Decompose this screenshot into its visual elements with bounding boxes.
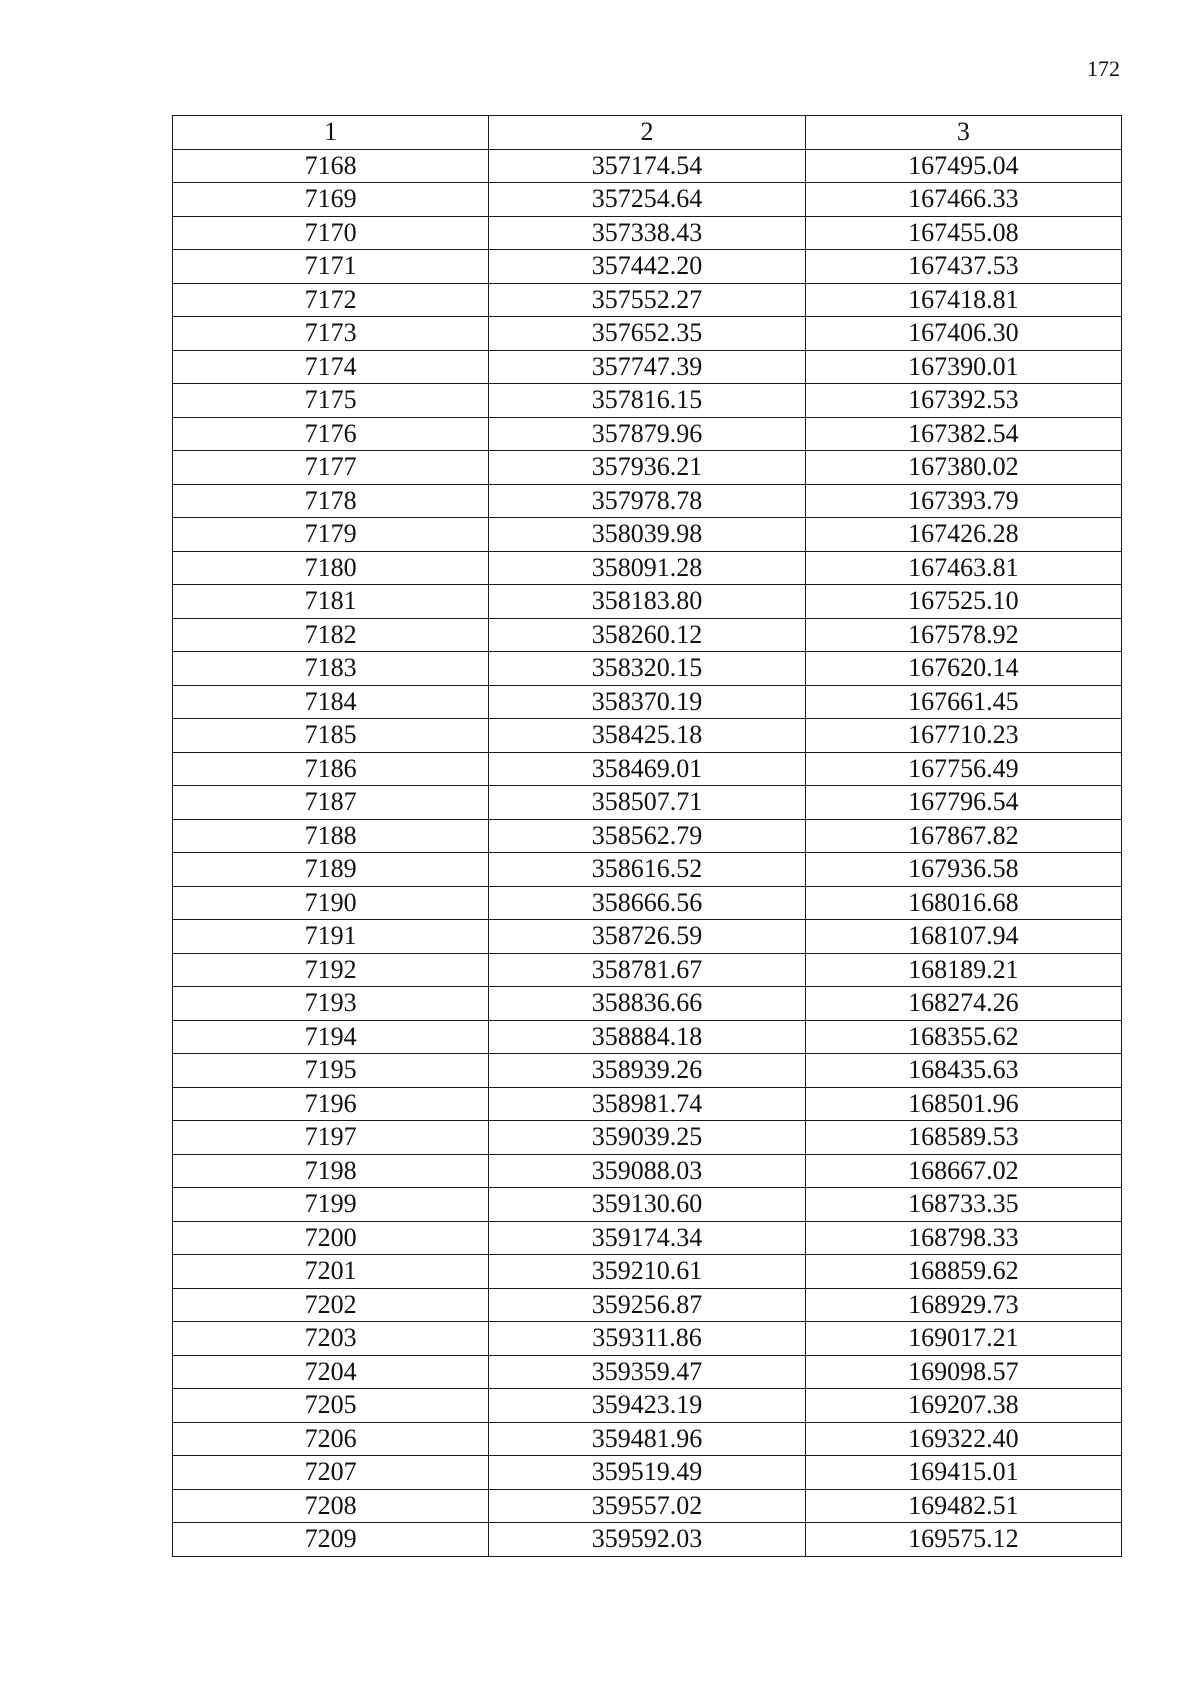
table-row <box>173 1288 1122 1322</box>
coordinates-table <box>172 115 1122 1557</box>
table-cell: 167756.49 <box>805 752 1121 786</box>
table-cell: 7205 <box>173 1389 489 1423</box>
table-cell: 357254.64 <box>489 183 805 217</box>
table-cell: 357747.39 <box>489 350 805 384</box>
table-cell: 358507.71 <box>489 786 805 820</box>
table-cell: 7186 <box>173 752 489 786</box>
table-row <box>173 283 1122 317</box>
table-cell: 7204 <box>173 1355 489 1389</box>
table-row <box>173 183 1122 217</box>
column-header: 1 <box>173 116 489 150</box>
table-cell: 167578.92 <box>805 618 1121 652</box>
table-cell: 167393.79 <box>805 484 1121 518</box>
table-cell: 7182 <box>173 618 489 652</box>
table-cell: 168274.26 <box>805 987 1121 1021</box>
table-cell: 169322.40 <box>805 1422 1121 1456</box>
table-row <box>173 618 1122 652</box>
table-cell: 167661.45 <box>805 685 1121 719</box>
table-cell: 7178 <box>173 484 489 518</box>
table-cell: 359557.02 <box>489 1489 805 1523</box>
table-cell: 7173 <box>173 317 489 351</box>
table-cell: 358039.98 <box>489 518 805 552</box>
table-row <box>173 518 1122 552</box>
table-cell: 7183 <box>173 652 489 686</box>
table-cell: 357816.15 <box>489 384 805 418</box>
table-row <box>173 484 1122 518</box>
table-row <box>173 752 1122 786</box>
table-cell: 359210.61 <box>489 1255 805 1289</box>
table-cell: 168667.02 <box>805 1154 1121 1188</box>
table-cell: 358425.18 <box>489 719 805 753</box>
table-cell: 359174.34 <box>489 1221 805 1255</box>
table-cell: 168435.63 <box>805 1054 1121 1088</box>
table-cell: 7184 <box>173 685 489 719</box>
table-cell: 167867.82 <box>805 819 1121 853</box>
table-cell: 358616.52 <box>489 853 805 887</box>
table-cell: 359311.86 <box>489 1322 805 1356</box>
table-row <box>173 1188 1122 1222</box>
table-cell: 167455.08 <box>805 216 1121 250</box>
table-cell: 7194 <box>173 1020 489 1054</box>
table-cell: 357552.27 <box>489 283 805 317</box>
table-cell: 167466.33 <box>805 183 1121 217</box>
table-cell: 7170 <box>173 216 489 250</box>
table-cell: 7209 <box>173 1523 489 1557</box>
table-cell: 167418.81 <box>805 283 1121 317</box>
table-cell: 358884.18 <box>489 1020 805 1054</box>
table-row <box>173 585 1122 619</box>
table-cell: 7200 <box>173 1221 489 1255</box>
table-header <box>173 116 1122 150</box>
table-cell: 7180 <box>173 551 489 585</box>
table-row <box>173 819 1122 853</box>
table-row <box>173 1020 1122 1054</box>
table-cell: 168501.96 <box>805 1087 1121 1121</box>
table-cell: 357338.43 <box>489 216 805 250</box>
table-cell: 358836.66 <box>489 987 805 1021</box>
table-cell: 358781.67 <box>489 953 805 987</box>
table-row <box>173 1489 1122 1523</box>
table-cell: 7188 <box>173 819 489 853</box>
table-cell: 358666.56 <box>489 886 805 920</box>
table-cell: 168929.73 <box>805 1288 1121 1322</box>
table-cell: 7172 <box>173 283 489 317</box>
table-cell: 167710.23 <box>805 719 1121 753</box>
column-header: 3 <box>805 116 1121 150</box>
table-cell: 7181 <box>173 585 489 619</box>
table-cell: 167463.81 <box>805 551 1121 585</box>
table-row <box>173 451 1122 485</box>
table-cell: 359256.87 <box>489 1288 805 1322</box>
table-cell: 7196 <box>173 1087 489 1121</box>
table-cell: 358091.28 <box>489 551 805 585</box>
table-cell: 169098.57 <box>805 1355 1121 1389</box>
table-row <box>173 216 1122 250</box>
table-cell: 167620.14 <box>805 652 1121 686</box>
table-cell: 357442.20 <box>489 250 805 284</box>
table-row <box>173 551 1122 585</box>
table-row <box>173 1322 1122 1356</box>
table-row <box>173 1087 1122 1121</box>
table-cell: 167426.28 <box>805 518 1121 552</box>
table-cell: 7168 <box>173 149 489 183</box>
table-header-row <box>173 116 1122 150</box>
table-cell: 357936.21 <box>489 451 805 485</box>
table-cell: 358939.26 <box>489 1054 805 1088</box>
table-cell: 168798.33 <box>805 1221 1121 1255</box>
table-cell: 169207.38 <box>805 1389 1121 1423</box>
table-cell: 358562.79 <box>489 819 805 853</box>
table-cell: 358260.12 <box>489 618 805 652</box>
table-cell: 167495.04 <box>805 149 1121 183</box>
table-cell: 7187 <box>173 786 489 820</box>
table-cell: 358726.59 <box>489 920 805 954</box>
table-cell: 359359.47 <box>489 1355 805 1389</box>
table-cell: 7193 <box>173 987 489 1021</box>
table-cell: 167437.53 <box>805 250 1121 284</box>
table-cell: 357879.96 <box>489 417 805 451</box>
table-cell: 168589.53 <box>805 1121 1121 1155</box>
table-row <box>173 1422 1122 1456</box>
table-cell: 358370.19 <box>489 685 805 719</box>
column-header: 2 <box>489 116 805 150</box>
table-cell: 168355.62 <box>805 1020 1121 1054</box>
table-cell: 359088.03 <box>489 1154 805 1188</box>
table-row <box>173 853 1122 887</box>
table-cell: 359039.25 <box>489 1121 805 1155</box>
table-cell: 168859.62 <box>805 1255 1121 1289</box>
table-row <box>173 1523 1122 1557</box>
table-cell: 167936.58 <box>805 853 1121 887</box>
table-cell: 169017.21 <box>805 1322 1121 1356</box>
table-row <box>173 786 1122 820</box>
table-cell: 359519.49 <box>489 1456 805 1490</box>
table-row <box>173 1255 1122 1289</box>
table-row <box>173 384 1122 418</box>
table-cell: 7202 <box>173 1288 489 1322</box>
page-number: 172 <box>1087 56 1120 81</box>
table-cell: 358183.80 <box>489 585 805 619</box>
table-cell: 168107.94 <box>805 920 1121 954</box>
table-cell: 7208 <box>173 1489 489 1523</box>
table-row <box>173 953 1122 987</box>
table-row <box>173 1121 1122 1155</box>
table-cell: 167406.30 <box>805 317 1121 351</box>
table-cell: 7198 <box>173 1154 489 1188</box>
table-row <box>173 1355 1122 1389</box>
table-cell: 167525.10 <box>805 585 1121 619</box>
table-body <box>173 149 1122 1556</box>
table-cell: 7206 <box>173 1422 489 1456</box>
table-cell: 357978.78 <box>489 484 805 518</box>
table-cell: 7179 <box>173 518 489 552</box>
table-cell: 7177 <box>173 451 489 485</box>
table-row <box>173 920 1122 954</box>
table-row <box>173 1389 1122 1423</box>
table-cell: 359481.96 <box>489 1422 805 1456</box>
table-cell: 167392.53 <box>805 384 1121 418</box>
table-cell: 357174.54 <box>489 149 805 183</box>
table-row <box>173 987 1122 1021</box>
table-cell: 7185 <box>173 719 489 753</box>
table-cell: 358981.74 <box>489 1087 805 1121</box>
table-cell: 7195 <box>173 1054 489 1088</box>
table-cell: 7201 <box>173 1255 489 1289</box>
table-cell: 7197 <box>173 1121 489 1155</box>
table-cell: 357652.35 <box>489 317 805 351</box>
table-cell: 7189 <box>173 853 489 887</box>
table-cell: 167390.01 <box>805 350 1121 384</box>
table-cell: 167380.02 <box>805 451 1121 485</box>
table-cell: 7199 <box>173 1188 489 1222</box>
table-cell: 168733.35 <box>805 1188 1121 1222</box>
table-cell: 169575.12 <box>805 1523 1121 1557</box>
table-cell: 169482.51 <box>805 1489 1121 1523</box>
table-row <box>173 1456 1122 1490</box>
table-row <box>173 149 1122 183</box>
table-row <box>173 1054 1122 1088</box>
table-row <box>173 886 1122 920</box>
table-cell: 7203 <box>173 1322 489 1356</box>
table-cell: 358469.01 <box>489 752 805 786</box>
table-cell: 7192 <box>173 953 489 987</box>
table-cell: 7169 <box>173 183 489 217</box>
table-cell: 7191 <box>173 920 489 954</box>
table-cell: 359592.03 <box>489 1523 805 1557</box>
table-cell: 359423.19 <box>489 1389 805 1423</box>
table-cell: 359130.60 <box>489 1188 805 1222</box>
table-cell: 358320.15 <box>489 652 805 686</box>
table-cell: 7176 <box>173 417 489 451</box>
table-row <box>173 685 1122 719</box>
table-cell: 7171 <box>173 250 489 284</box>
table-row <box>173 719 1122 753</box>
table-row <box>173 250 1122 284</box>
table-row <box>173 1154 1122 1188</box>
table-cell: 167382.54 <box>805 417 1121 451</box>
table-row <box>173 317 1122 351</box>
table-row <box>173 1221 1122 1255</box>
table-cell: 169415.01 <box>805 1456 1121 1490</box>
table-cell: 167796.54 <box>805 786 1121 820</box>
table-row <box>173 652 1122 686</box>
table-cell: 7175 <box>173 384 489 418</box>
table-cell: 7174 <box>173 350 489 384</box>
table-row <box>173 417 1122 451</box>
table-cell: 7190 <box>173 886 489 920</box>
table-cell: 168189.21 <box>805 953 1121 987</box>
table-row <box>173 350 1122 384</box>
table-cell: 168016.68 <box>805 886 1121 920</box>
table-cell: 7207 <box>173 1456 489 1490</box>
